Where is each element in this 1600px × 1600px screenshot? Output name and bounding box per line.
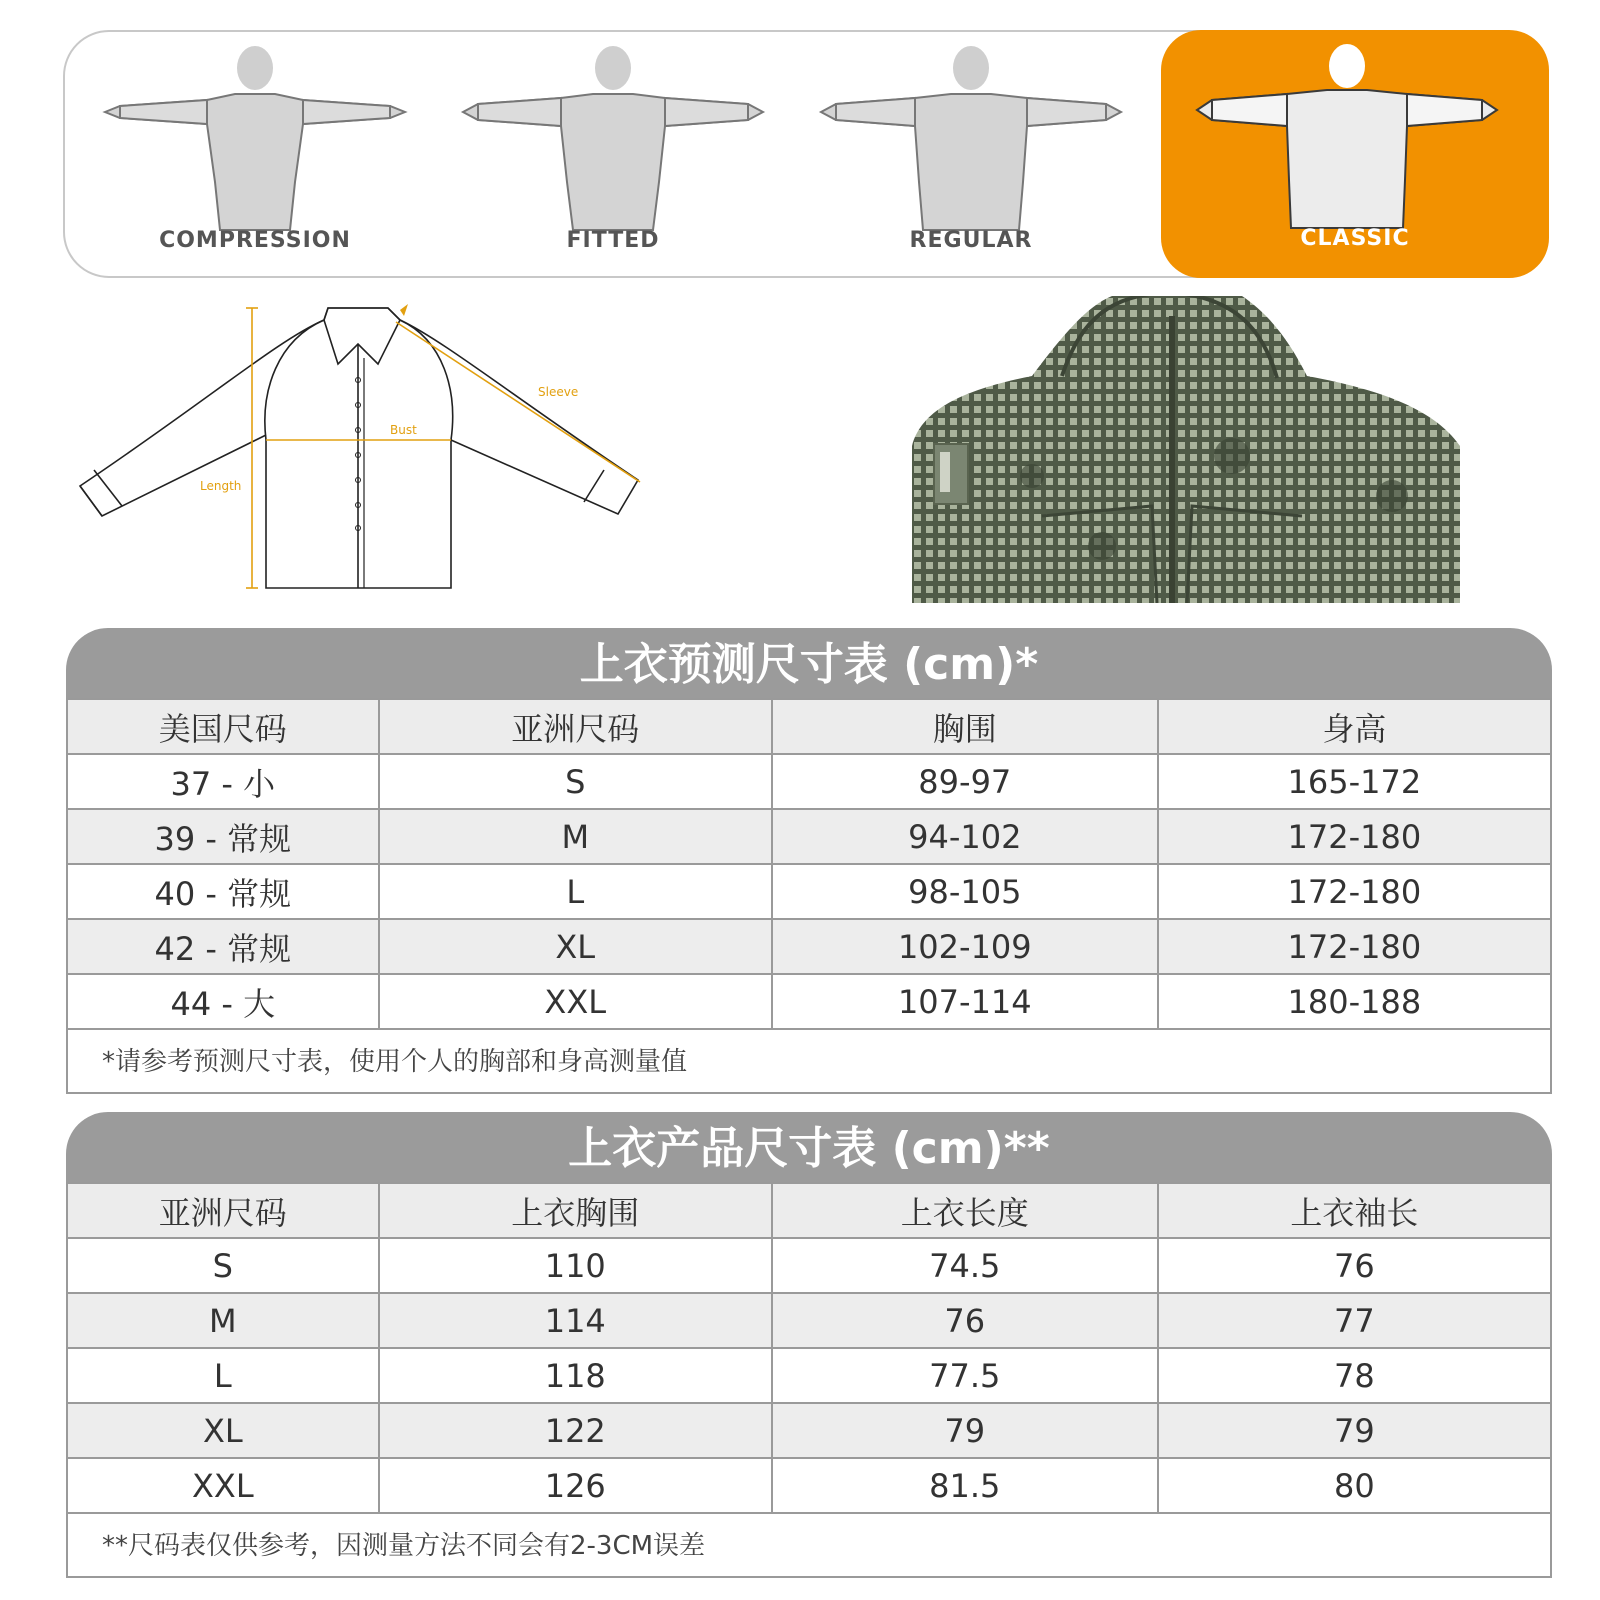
- table-row: [67, 1458, 1551, 1513]
- table-cell: 39 - 常规: [67, 809, 379, 864]
- predicted-size-table: [66, 628, 1552, 1094]
- table-cell: 180-188: [1158, 974, 1551, 1029]
- table-header-row: [67, 699, 1551, 754]
- table-cell: XL: [379, 919, 772, 974]
- predicted-table-title: 上衣预测尺寸表 (cm)*: [66, 628, 1552, 698]
- table-row: [67, 919, 1551, 974]
- table-cell: 172-180: [1158, 864, 1551, 919]
- table-cell: 37 - 小: [67, 754, 379, 809]
- table-cell: M: [379, 809, 772, 864]
- table-row: [67, 1348, 1551, 1403]
- bust-label: Bust: [390, 423, 417, 437]
- table-cell: 81.5: [772, 1458, 1158, 1513]
- torso-figure-icon: [1177, 40, 1517, 240]
- table-cell: 126: [379, 1458, 772, 1513]
- table-cell: M: [67, 1293, 379, 1348]
- table-cell: 78: [1158, 1348, 1551, 1403]
- column-header: 上衣袖长: [1158, 1183, 1551, 1238]
- table-cell: 165-172: [1158, 754, 1551, 809]
- table-row: [67, 1293, 1551, 1348]
- product-table-title: 上衣产品尺寸表 (cm)**: [66, 1112, 1552, 1182]
- table-cell: 40 - 常规: [67, 864, 379, 919]
- column-header: 美国尺码: [67, 699, 379, 754]
- product-size-table: [66, 1112, 1552, 1578]
- fit-label-classic: CLASSIC: [1300, 226, 1410, 251]
- table-cell: XL: [67, 1403, 379, 1458]
- torso-figure-icon: [443, 42, 783, 242]
- product-table-note: **尺码表仅供参考，因测量方法不同会有2-3CM误差: [66, 1514, 1552, 1578]
- fit-label-regular: REGULAR: [909, 228, 1033, 253]
- table-cell: 172-180: [1158, 919, 1551, 974]
- table-cell: 98-105: [772, 864, 1158, 919]
- torso-figure-icon: [85, 42, 425, 242]
- fit-option-regular[interactable]: [785, 32, 1157, 276]
- table-cell: S: [379, 754, 772, 809]
- jacket-product-photo: [912, 296, 1460, 603]
- table-cell: 122: [379, 1403, 772, 1458]
- column-header: 亚洲尺码: [379, 699, 772, 754]
- table-cell: 107-114: [772, 974, 1158, 1029]
- column-header: 胸围: [772, 699, 1158, 754]
- table-cell: 80: [1158, 1458, 1551, 1513]
- table-cell: XXL: [379, 974, 772, 1029]
- fit-option-classic[interactable]: [1161, 30, 1549, 278]
- table-row: [67, 809, 1551, 864]
- predicted-table-note: *请参考预测尺寸表，使用个人的胸部和身高测量值: [66, 1030, 1552, 1094]
- fit-label-compression: COMPRESSION: [159, 228, 351, 253]
- table-row: [67, 864, 1551, 919]
- table-cell: 76: [772, 1293, 1158, 1348]
- shirt-measurement-diagram: [78, 300, 668, 605]
- column-header: 亚洲尺码: [67, 1183, 379, 1238]
- table-cell: 77.5: [772, 1348, 1158, 1403]
- table-cell: L: [379, 864, 772, 919]
- table-cell: 118: [379, 1348, 772, 1403]
- table-cell: 110: [379, 1238, 772, 1293]
- column-header: 上衣胸围: [379, 1183, 772, 1238]
- table-row: [67, 974, 1551, 1029]
- table-cell: 77: [1158, 1293, 1551, 1348]
- fit-option-compression[interactable]: [69, 32, 441, 276]
- table-row: [67, 1403, 1551, 1458]
- table-header-row: [67, 1183, 1551, 1238]
- table-cell: 79: [1158, 1403, 1551, 1458]
- fit-option-fitted[interactable]: [427, 32, 799, 276]
- table-cell: 102-109: [772, 919, 1158, 974]
- column-header: 身高: [1158, 699, 1551, 754]
- table-cell: 74.5: [772, 1238, 1158, 1293]
- column-header: 上衣长度: [772, 1183, 1158, 1238]
- table-cell: 76: [1158, 1238, 1551, 1293]
- table-cell: 89-97: [772, 754, 1158, 809]
- fit-label-fitted: FITTED: [566, 228, 660, 253]
- table-cell: XXL: [67, 1458, 379, 1513]
- table-cell: 114: [379, 1293, 772, 1348]
- length-label: Length: [200, 479, 242, 493]
- table-cell: S: [67, 1238, 379, 1293]
- table-cell: 94-102: [772, 809, 1158, 864]
- table-row: [67, 754, 1551, 809]
- torso-figure-icon: [801, 42, 1141, 242]
- table-cell: 79: [772, 1403, 1158, 1458]
- table-cell: 172-180: [1158, 809, 1551, 864]
- table-row: [67, 1238, 1551, 1293]
- table-cell: 44 - 大: [67, 974, 379, 1029]
- table-cell: L: [67, 1348, 379, 1403]
- sleeve-label: Sleeve: [538, 385, 579, 399]
- fit-selector: [63, 30, 1549, 278]
- table-cell: 42 - 常规: [67, 919, 379, 974]
